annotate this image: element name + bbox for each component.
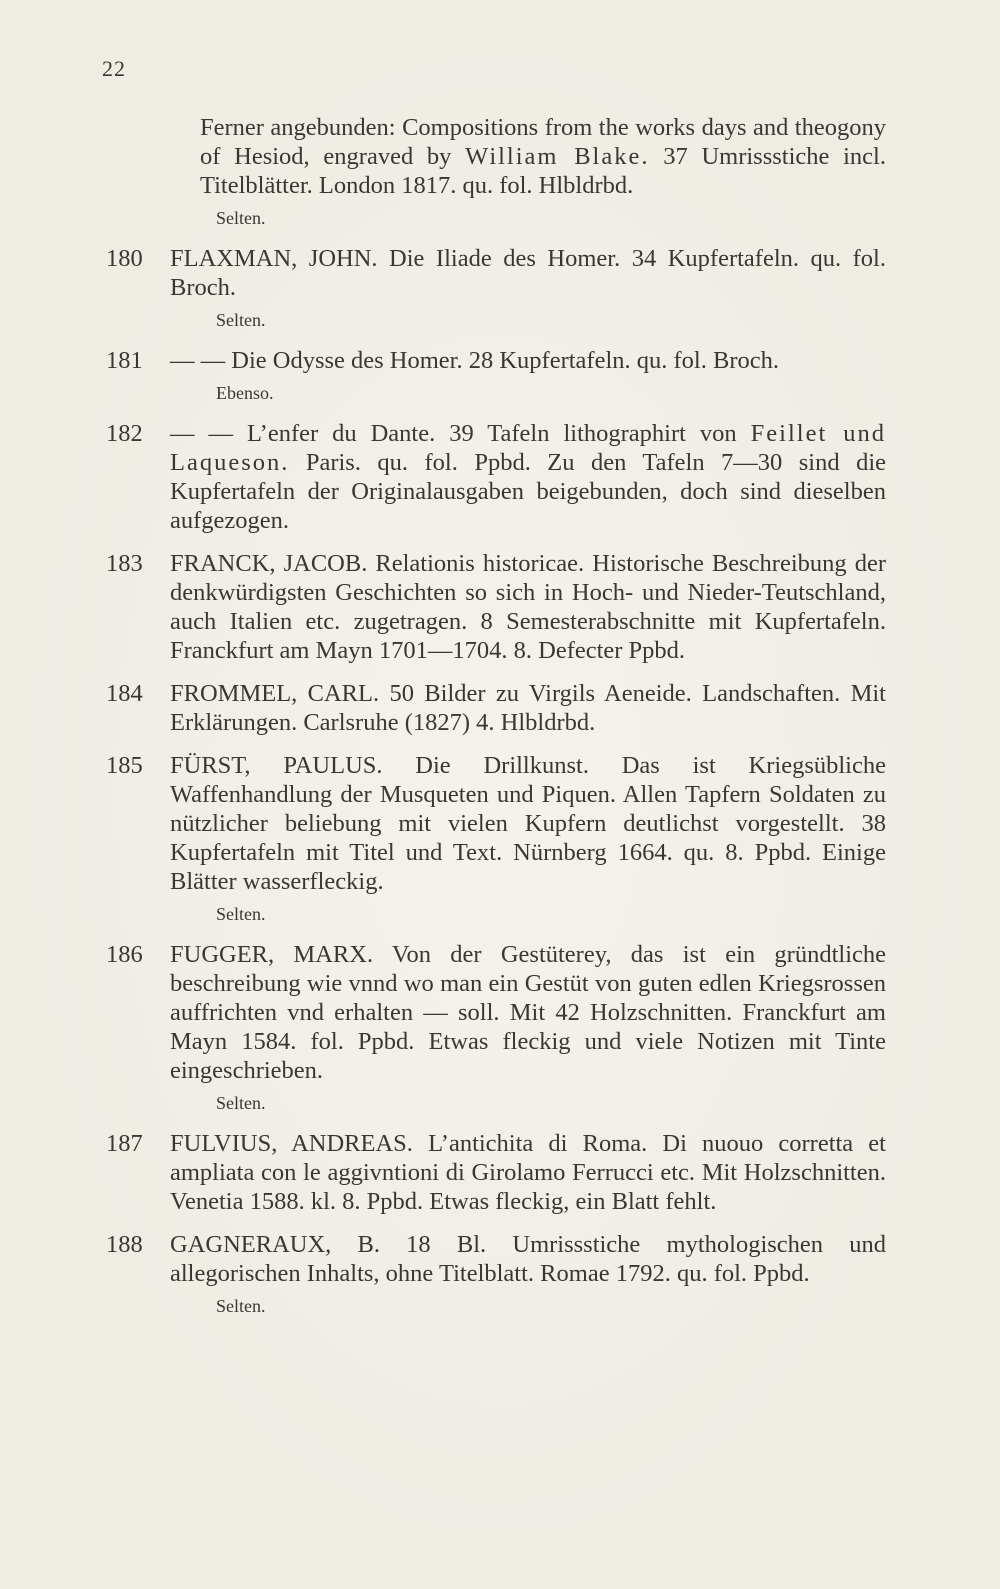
entry-187 bbox=[106, 1129, 886, 1216]
entry-180 bbox=[106, 244, 886, 302]
entry-text-a: — — L’enfer du Dante. 39 Tafeln lithographirt von bbox=[170, 420, 751, 447]
entry-186 bbox=[106, 940, 886, 1085]
entry-note: Selten. bbox=[216, 904, 266, 924]
entry-text: — — Die Odysse des Homer. 28 Kupfertafeln. qu. fol. Broch. bbox=[170, 347, 779, 374]
entry-note: Selten. bbox=[216, 1093, 266, 1113]
entry-181 bbox=[106, 346, 886, 375]
entry-number: 188 bbox=[106, 1231, 143, 1258]
entry-number: 184 bbox=[106, 680, 143, 707]
entry-text-b: Paris. qu. fol. Ppbd. Zu den Tafeln 7—30 sind die Kupfertafeln der Originalausgaben beigebunden, doch sind dieselben aufgezogen. bbox=[170, 449, 886, 534]
entry-185 bbox=[106, 751, 886, 896]
intro-text-b: 37 Umrissstiche incl. Titelblätter. London 1817. qu. fol. Hlbldrbd. bbox=[200, 143, 886, 199]
page-number: 22 bbox=[102, 56, 126, 81]
entry-text: FRANCK, JACOB. Relationis historicae. Historische Beschreibung der denkwürdigsten Geschichten so sich in Hoch- und Nieder-Teutschland, auch Italien etc. zugetragen. 8 Semesterabschnitte mit Kupfertafeln. Franckfurt am Mayn 1701—1704. 8. Defecter Ppbd. bbox=[170, 550, 886, 664]
entry-note: Selten. bbox=[216, 310, 266, 330]
entry-183 bbox=[106, 549, 886, 665]
intro-text-a: Ferner angebunden: Compositions from the works days and theogony of Hesiod, engraved by bbox=[200, 114, 886, 170]
entry-text: FULVIUS, ANDREAS. L’antichita di Roma. Di nuouo corretta et ampliata con le aggivntioni di Girolamo Ferrucci etc. Mit Holzschnitten. Venetia 1588. kl. 8. Ppbd. Etwas fleckig, ein Blatt fehlt. bbox=[170, 1130, 886, 1215]
entry-number: 186 bbox=[106, 941, 143, 968]
entry-182 bbox=[106, 419, 886, 535]
entry-text: GAGNERAUX, B. 18 Bl. Umrissstiche mythologischen und allegorischen Inhalts, ohne Titelblatt. Romae 1792. qu. fol. Ppbd. bbox=[170, 1231, 886, 1287]
entry-text: FÜRST, PAULUS. Die Drillkunst. Das ist Kriegsübliche Waffenhandlung der Musqueten und Piquen. Allen Tapfern Soldaten zu nützlicher beliebung mit vielen Kupfern deutlichst vorgestellt. 38 Kupfertafeln mit Titel und Text. Nürnberg 1664. qu. 8. Ppbd. Einige Blätter wasserfleckig. bbox=[170, 752, 886, 895]
entry-spaced-name: Feillet und Laqueson. bbox=[170, 420, 886, 476]
entry-number: 180 bbox=[106, 245, 143, 272]
entry-note: Selten. bbox=[216, 1296, 266, 1316]
entry-text: FROMMEL, CARL. 50 Bilder zu Virgils Aeneide. Landschaften. Mit Erklärungen. Carlsruhe (1827) 4. Hlbldrbd. bbox=[170, 680, 886, 736]
entry-note: Ebenso. bbox=[216, 383, 274, 403]
entry-184 bbox=[106, 679, 886, 737]
entry-number: 182 bbox=[106, 420, 143, 447]
entry-number: 181 bbox=[106, 347, 143, 374]
entry-188 bbox=[106, 1230, 886, 1288]
entry-text: FLAXMAN, JOHN. Die Iliade des Homer. 34 Kupfertafeln. qu. fol. Broch. bbox=[170, 245, 886, 301]
entry-number: 185 bbox=[106, 752, 143, 779]
intro-note: Selten. bbox=[216, 208, 266, 228]
intro-paragraph bbox=[106, 113, 886, 200]
entry-number: 183 bbox=[106, 550, 143, 577]
catalog-text bbox=[106, 113, 886, 1318]
intro-spaced-name: William Blake. bbox=[465, 143, 650, 170]
entry-number: 187 bbox=[106, 1130, 143, 1157]
entry-text: FUGGER, MARX. Von der Gestüterey, das ist ein gründtliche beschreibung wie vnnd wo man ein Gestüt von guten edlen Kriegsrossen auffrichten vnd erhalten — soll. Mit 42 Holzschnitten. Franckfurt am Mayn 1584. fol. Ppbd. Etwas fleckig und viele Notizen mit Tinte eingeschrieben. bbox=[170, 941, 886, 1084]
entry-text bbox=[170, 419, 886, 535]
